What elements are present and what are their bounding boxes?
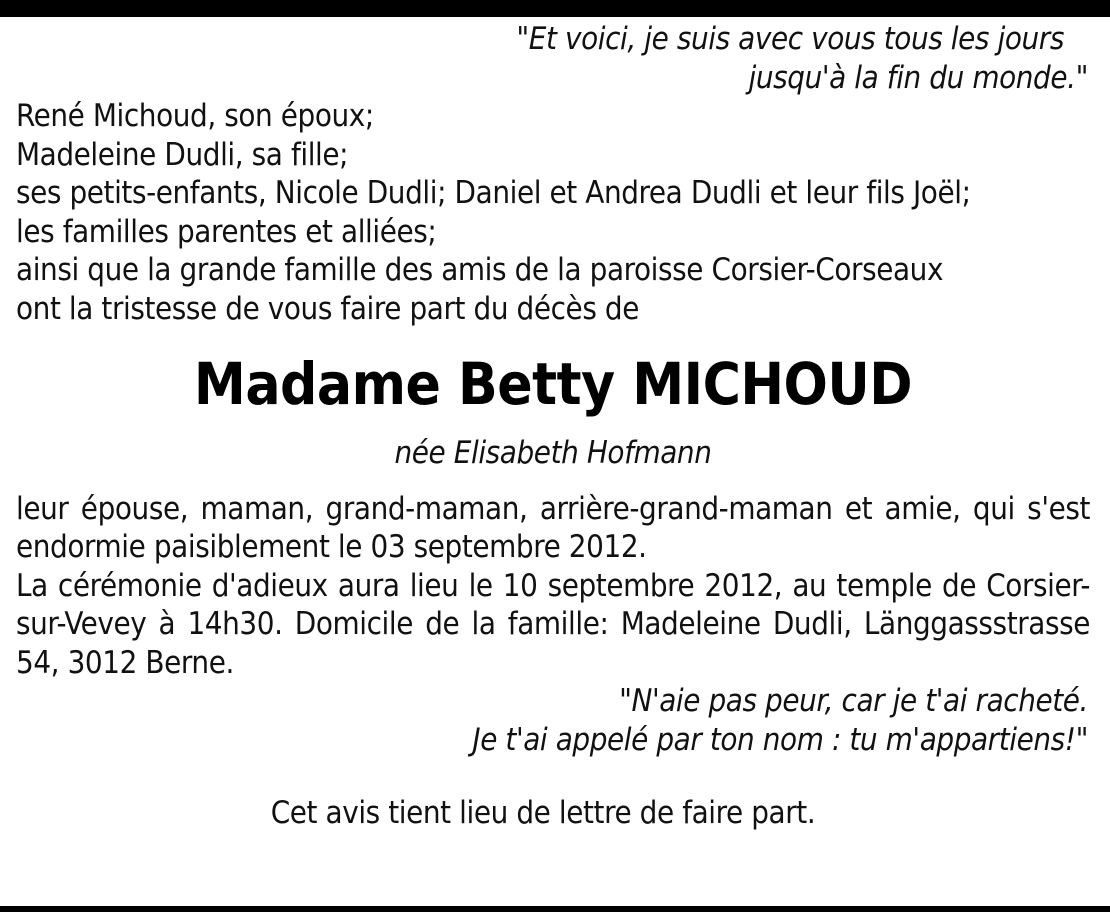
family-line: ses petits-enfants, Nicole Dudli; Daniel et Andrea Dudli et leur fils Joël; [16,175,971,211]
epigraph-line-1: "Et voici, je suis avec vous tous les jours [516,21,1064,57]
maiden-name: née Elisabeth Hofmann [394,435,712,471]
announcement-paragraph-1: leur épouse, maman, grand-maman, arrière-grand-maman et amie, qui s'est endormie paisiblement le 03 septembre 2012. [16,490,1090,565]
epigraph-line-2: jusqu'à la fin du monde." [748,59,1088,96]
deceased-name-heading: Madame Betty MICHOUD [193,350,913,418]
family-line: ainsi que la grande famille des amis de la paroisse Corsier-Corseaux [16,252,944,288]
family-line: René Michoud, son époux; [16,98,374,134]
closing-quote-line-2: Je t'ai appelé par ton nom : tu m'appartiens!" [472,721,1088,758]
announcement-body [16,490,1090,683]
top-border-rule [0,0,1110,17]
family-line: ont la tristesse de vous faire part du décès de [16,290,639,327]
announcement-paragraph-2: La cérémonie d'adieux aura lieu le 10 septembre 2012, au temple de Corsier-sur-Vevey à 14h30. Domicile de la famille: Madeleine Dudli, Länggassstrasse 54, 3012 Berne. [16,567,1090,681]
family-line: Madeleine Dudli, sa fille; [16,136,349,173]
family-mourners-list [16,97,1090,328]
family-line: les familles parentes et alliées; [16,213,437,250]
bottom-border-rule [0,906,1110,912]
closing-quote [16,682,1090,759]
footer-note: Cet avis tient lieu de lettre de faire part. [270,795,816,831]
opening-epigraph [16,20,1090,97]
closing-quote-line-1: "N'aie pas peur, car je t'ai racheté. [619,683,1088,719]
obituary-notice [16,20,1090,833]
